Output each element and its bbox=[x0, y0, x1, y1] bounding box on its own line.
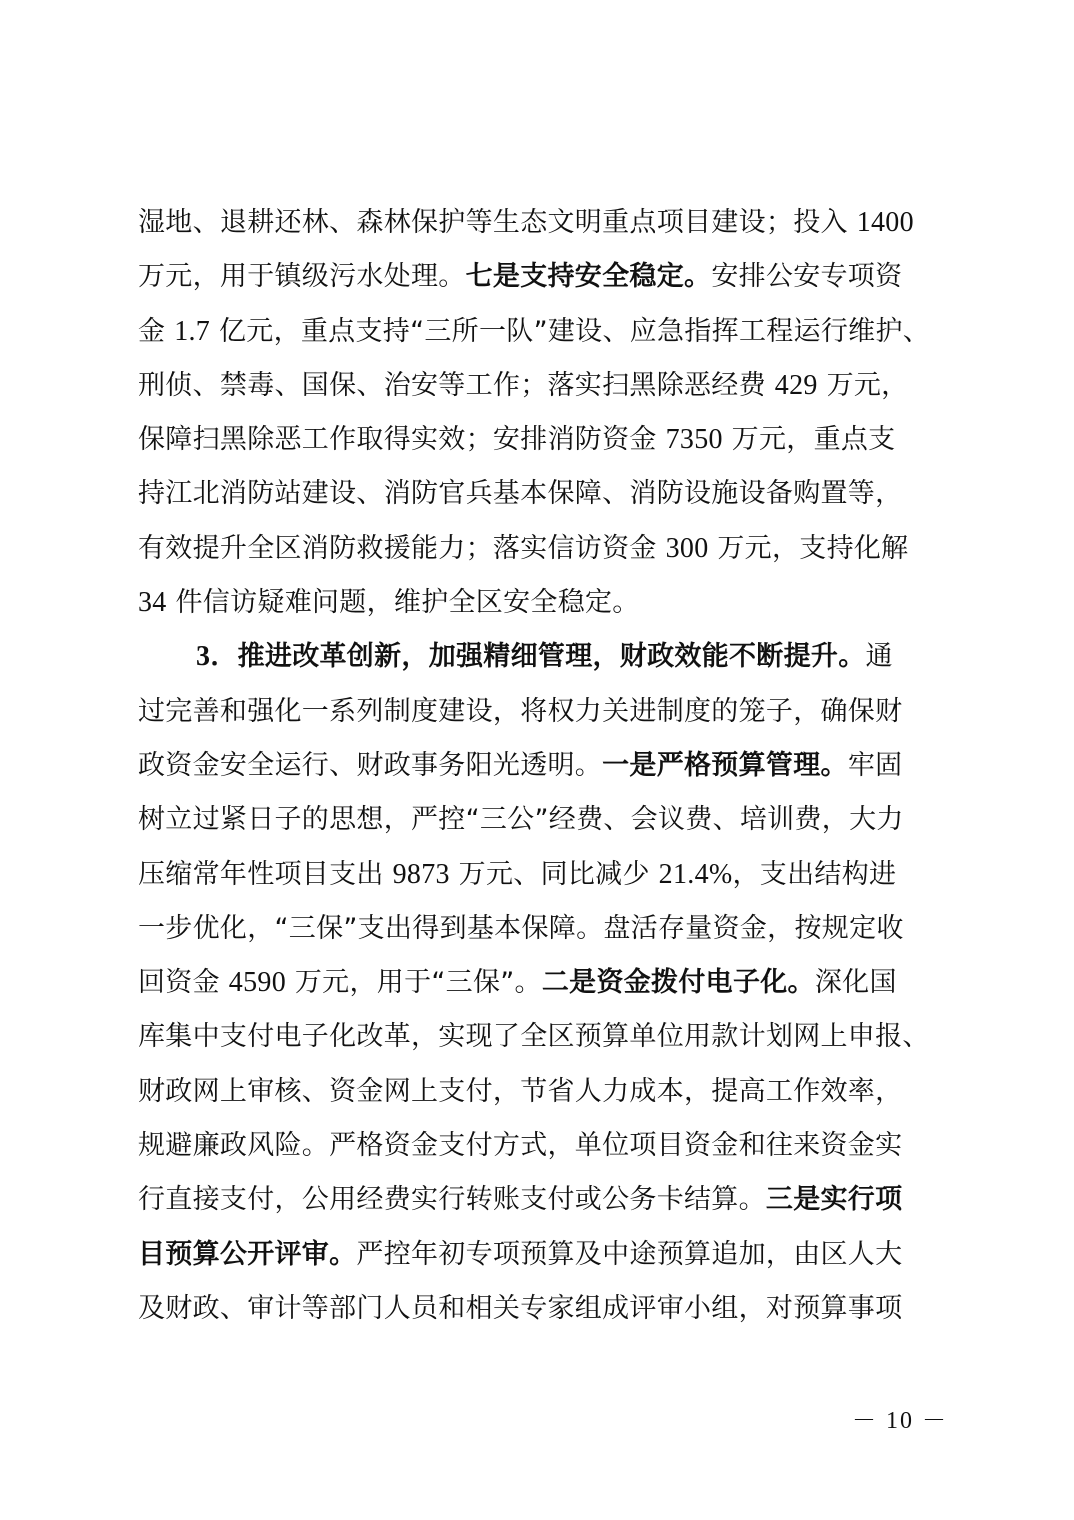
bold-text-segment: 三是实行项 bbox=[765, 1184, 903, 1216]
text-segment: 库集中支付电子化改革，实现了全区预算单位用款计划网上申报、 bbox=[138, 1021, 930, 1053]
text-segment: 过完善和强化一系列制度建设，将权力关进制度的笼子，确保财 bbox=[138, 695, 903, 727]
text-segment: 行直接支付，公用经费实行转账支付或公务卡结算。 bbox=[138, 1184, 766, 1216]
text-segment: 4590 bbox=[228, 967, 286, 999]
text-segment: 万元、同比减少 bbox=[449, 858, 659, 890]
text-segment: 万元， bbox=[817, 369, 909, 401]
text-segment: 回资金 bbox=[138, 967, 229, 999]
text-segment: 300 bbox=[665, 532, 709, 564]
text-line bbox=[138, 902, 948, 956]
bold-text-segment: 3 bbox=[196, 641, 211, 673]
text-segment: 9873 bbox=[392, 858, 450, 890]
bold-text-segment: 七是支持安全稳定。 bbox=[465, 261, 712, 293]
text-segment: 持江北消防站建设、消防官兵基本保障、消防设施设备购置等， bbox=[138, 478, 903, 510]
text-line bbox=[138, 1282, 948, 1336]
text-line bbox=[138, 250, 948, 304]
text-segment: 万元，用于“三保”。 bbox=[286, 967, 542, 999]
text-segment: 429 bbox=[774, 369, 818, 401]
text-line bbox=[138, 848, 948, 902]
bold-text-segment: ．推进改革创新，加强精细管理，财政效能不断提升。 bbox=[210, 641, 866, 673]
page-number: － 10 － bbox=[852, 1408, 948, 1434]
text-line bbox=[138, 305, 948, 359]
text-segment: 保障扫黑除恶工作取得实效；安排消防资金 bbox=[138, 424, 666, 456]
text-segment: 21.4% bbox=[658, 858, 733, 890]
text-segment: 亿元，重点支持“三所一队”建设、应急指挥工程运行维护、 bbox=[210, 315, 931, 347]
text-segment: 财政网上审核、资金网上支付，节省人力成本，提高工作效率， bbox=[138, 1075, 903, 1107]
text-line bbox=[138, 1010, 948, 1064]
text-line bbox=[138, 522, 948, 576]
text-segment: 1400 bbox=[856, 207, 914, 238]
text-segment: 安排公安专项资 bbox=[711, 261, 903, 293]
text-segment: 1.7 bbox=[174, 315, 211, 347]
text-segment: 压缩常年性项目支出 bbox=[138, 858, 393, 890]
bold-text-segment: 二是资金拨付电子化。 bbox=[541, 967, 815, 999]
text-segment: 牢固 bbox=[847, 749, 903, 781]
text-segment: 树立过紧日子的思想，严控“三公”经费、会议费、培训费，大力 bbox=[138, 804, 904, 836]
text-line bbox=[138, 1228, 948, 1282]
text-line bbox=[138, 467, 948, 521]
text-segment: 万元，支持化解 bbox=[708, 532, 909, 564]
text-line bbox=[138, 630, 948, 684]
text-line bbox=[138, 1065, 948, 1119]
text-segment: 通 bbox=[865, 641, 893, 673]
text-line bbox=[138, 576, 948, 630]
text-segment: 及财政、审计等部门人员和相关专家组成评审小组，对预算事项 bbox=[138, 1292, 903, 1324]
text-line bbox=[138, 793, 948, 847]
text-line bbox=[138, 1173, 948, 1227]
text-segment: 有效提升全区消防救援能力；落实信访资金 bbox=[138, 532, 666, 564]
text-segment: 金 bbox=[138, 315, 175, 347]
text-segment: 刑侦、禁毒、国保、治安等工作；落实扫黑除恶经费 bbox=[138, 369, 775, 401]
text-segment: 万元，重点支 bbox=[722, 424, 896, 456]
text-segment: 万元，用于镇级污水处理。 bbox=[138, 261, 466, 293]
text-segment: 深化国 bbox=[814, 967, 897, 999]
text-line bbox=[138, 413, 948, 467]
text-segment: 湿地、退耕还林、森林保护等生态文明重点项目建设；投入 bbox=[138, 207, 857, 238]
text-segment: 7350 bbox=[665, 424, 723, 456]
text-segment: 一步优化，“三保”支出得到基本保障。盘活存量资金，按规定收 bbox=[138, 912, 904, 944]
text-segment: 件信访疑难问题，维护全区安全稳定。 bbox=[166, 587, 640, 619]
text-line bbox=[138, 956, 948, 1010]
text-segment: ，支出结构进 bbox=[732, 858, 897, 890]
text-segment: 34 bbox=[138, 587, 167, 619]
text-segment: 严控年初专项预算及中途预算追加，由区人大 bbox=[356, 1238, 903, 1270]
text-line bbox=[138, 359, 948, 413]
text-line bbox=[138, 685, 948, 739]
text-line bbox=[138, 1119, 948, 1173]
text-segment: 政资金安全运行、财政事务阳光透明。 bbox=[138, 749, 603, 781]
body-text bbox=[138, 196, 948, 1336]
bold-text-segment: 一是严格预算管理。 bbox=[602, 749, 848, 781]
text-segment: 规避廉政风险。严格资金支付方式，单位项目资金和往来资金实 bbox=[138, 1130, 903, 1162]
text-line bbox=[138, 196, 948, 250]
bold-text-segment: 目预算公开评审。 bbox=[138, 1238, 357, 1270]
text-line bbox=[138, 739, 948, 793]
